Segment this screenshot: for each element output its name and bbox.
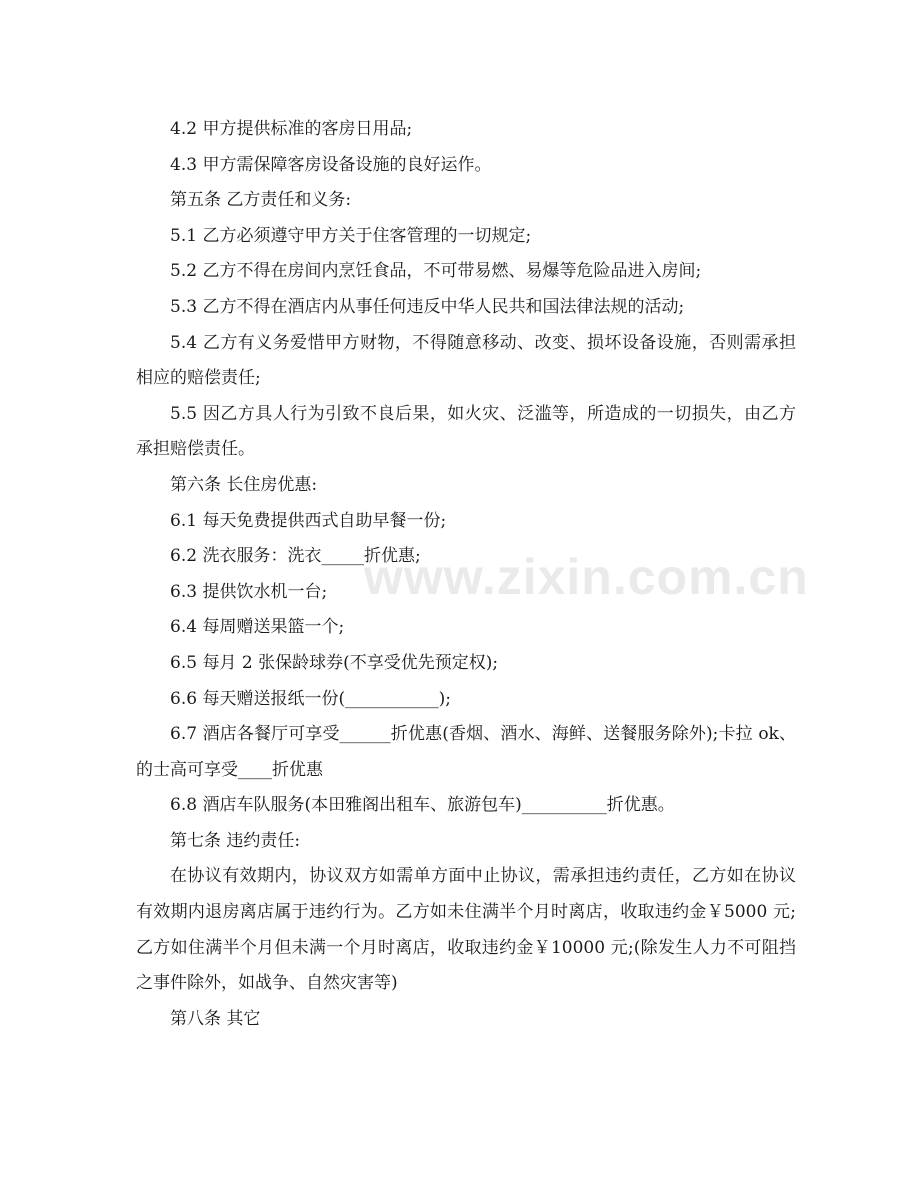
clause-5-5: 5.5 因乙方具人行为引致不良后果，如火灾、泛滥等，所造成的一切损失，由乙方承担赔偿责任。 xyxy=(136,403,796,460)
clause-6-3: 6.3 提供饮水机一台; xyxy=(170,581,328,602)
article-5-heading: 第五条 乙方责任和义务: xyxy=(170,190,352,211)
clause-6-4: 6.4 每周赠送果篮一个; xyxy=(170,617,345,638)
clause-4-3: 4.3 甲方需保障客房设备设施的良好运作。 xyxy=(170,154,492,175)
document-body xyxy=(136,112,809,1037)
clause-5-2: 5.2 乙方不得在房间内烹饪食品，不可带易燃、易爆等危险品进入房间; xyxy=(170,261,702,282)
clause-6-5: 6.5 每月 2 张保龄球券(不享受优先预定权); xyxy=(170,652,499,673)
clause-5-3: 5.3 乙方不得在酒店内从事任何违反中华人民共和国法律法规的活动; xyxy=(170,296,685,317)
clause-6-2: 6.2 洗衣服务：洗衣_____折优惠; xyxy=(170,546,421,567)
article-6-heading: 第六条 长住房优惠: xyxy=(170,474,318,495)
clause-4-2: 4.2 甲方提供标准的客房日用品; xyxy=(170,119,413,139)
clause-6-8: 6.8 酒店车队服务(本田雅阁出租车、旅游包车)__________折优惠。 xyxy=(170,795,675,816)
clause-6-6: 6.6 每天赠送报纸一份(___________); xyxy=(170,688,451,709)
article-8-heading: 第八条 其它 xyxy=(170,1008,261,1029)
watermark: www.zixin.com.cn xyxy=(364,549,809,605)
clause-5-4: 5.4 乙方有义务爱惜甲方财物，不得随意移动、改变、损坏设备设施，否则需承担相应的赔偿责任; xyxy=(136,332,796,389)
clause-6-7: 6.7 酒店各餐厅可享受______折优惠(香烟、酒水、海鲜、送餐服务除外);卡拉 ok、的士高可享受____折优惠 xyxy=(136,724,796,780)
clause-5-1: 5.1 乙方必须遵守甲方关于住客管理的一切规定; xyxy=(170,225,532,246)
clause-6-1: 6.1 每天免费提供西式自助早餐一份; xyxy=(170,510,447,531)
article-7-heading: 第七条 违约责任: xyxy=(170,830,301,851)
article-7-body: 在协议有效期内，协议双方如需单方面中止协议，需承担违约责任，乙方如在协议有效期内退房离店属于违约行为。乙方如未住满半个月时离店，收取违约金￥5000 元;乙方如住满半个月但未满一个月时离店，收取违约金￥10000 元;(除发生人力不可阻挡之事件除外，如战争、自然灾害等) xyxy=(136,866,796,994)
